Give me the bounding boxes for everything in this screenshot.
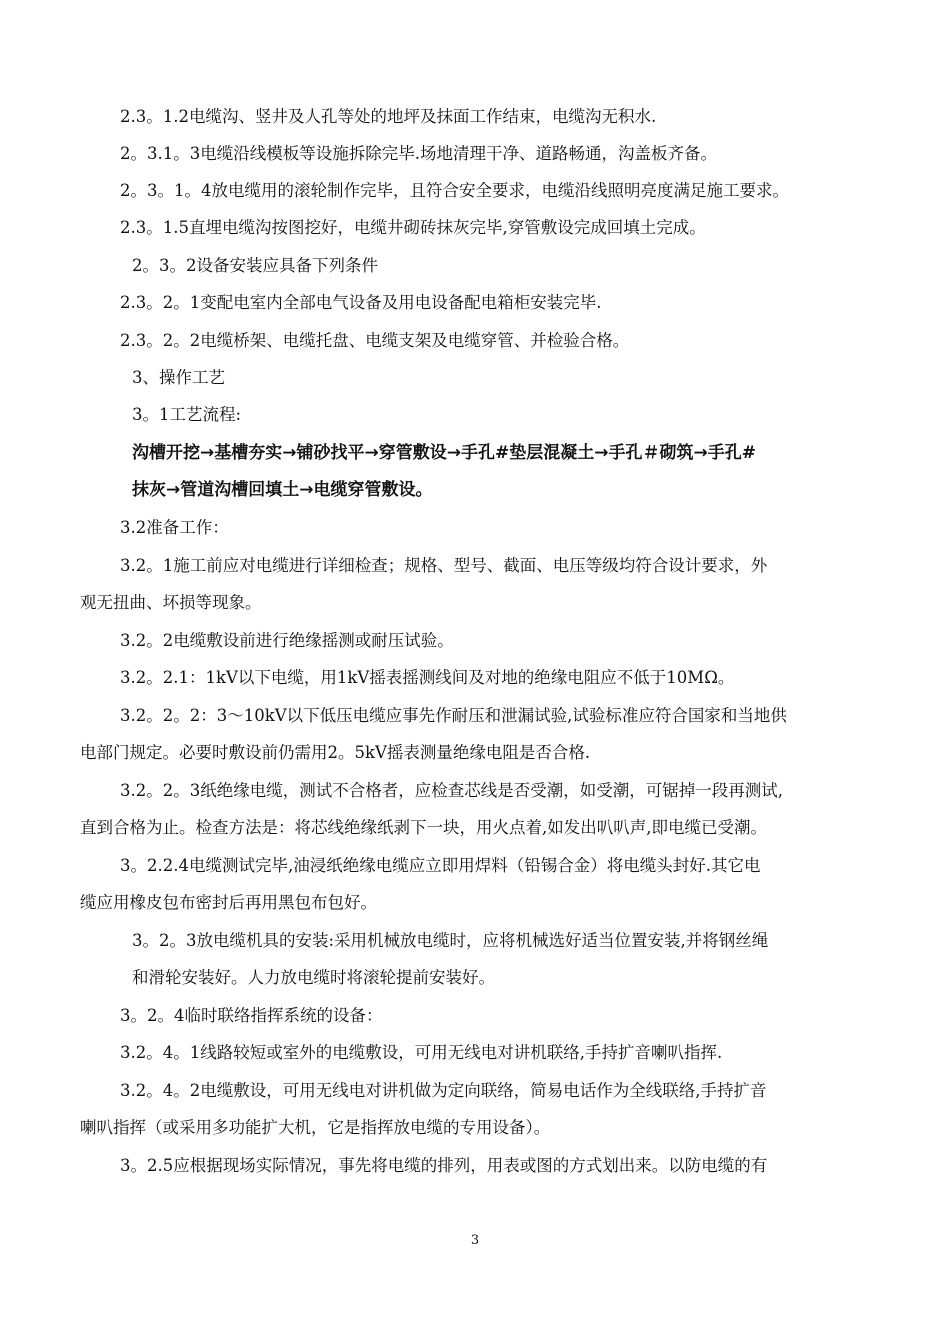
- text-line: 3.2。2。2：3～10kV以下低压电缆应事先作耐压和泄漏试验,试验标准应符合国家和当地供: [120, 706, 787, 725]
- subsection-heading: 3。1工艺流程:: [132, 405, 242, 424]
- text-line: 3.2。4。1线路较短或室外的电缆敷设，可用无线电对讲机联络,手持扩音喇叭指挥.: [120, 1043, 723, 1062]
- subsection-heading: 3.2准备工作：: [120, 518, 229, 537]
- text-line: 3。2.5应根据现场实际情况，事先将电缆的排列，用表或图的方式划出来。以防电缆的有: [120, 1156, 768, 1175]
- text-line: 2。3。1。4放电缆用的滚轮制作完毕，且符合安全要求，电缆沿线照明亮度满足施工要求。: [120, 181, 789, 200]
- text-line: 缆应用橡皮包布密封后再用黑包布包好。: [80, 893, 377, 912]
- text-line: 2.3。2。2电缆桥架、电缆托盘、电缆支架及电缆穿管、并检验合格。: [120, 331, 630, 350]
- text-line: 2。3.1。3电缆沿线模板等设施拆除完毕.场地清理干净、道路畅通，沟盖板齐备。: [120, 144, 717, 163]
- text-line: 2.3。1.2电缆沟、竖井及人孔等处的地坪及抹面工作结束，电缆沟无积水.: [120, 107, 657, 126]
- text-line: 观无扭曲、坏损等现象。: [80, 593, 262, 612]
- text-line: 3.2。2。3纸绝缘电缆，测试不合格者，应检查芯线是否受潮，如受潮，可锯掉一段再测试,: [120, 781, 783, 800]
- text-line: 3.2。2电缆敷设前进行绝缘摇测或耐压试验。: [120, 631, 454, 650]
- text-line: 直到合格为止。检查方法是：将芯线绝缘纸剥下一块，用火点着,如发出叭叭声,即电缆已受潮。: [80, 818, 767, 837]
- page-number: 3: [470, 1233, 480, 1248]
- text-line: 和滑轮安装好。人力放电缆时将滚轮提前安装好。: [132, 968, 495, 987]
- text-line: 3.2。1施工前应对电缆进行详细检查；规格、型号、截面、电压等级均符合设计要求，外: [120, 556, 768, 575]
- text-line: 喇叭指挥（或采用多功能扩大机，它是指挥放电缆的专用设备）。: [80, 1118, 551, 1137]
- section-heading: 3、操作工艺: [132, 368, 225, 387]
- text-line: 3。2。4临时联络指挥系统的设备：: [120, 1006, 383, 1025]
- text-line: 2.3。1.5直埋电缆沟按图挖好，电缆井砌砖抹灰完毕,穿管敷设完成回填土完成。: [120, 218, 706, 237]
- text-line: 3。2。3放电缆机具的安装:采用机械放电缆时，应将机械选好适当位置安装,并将钢丝绳: [132, 931, 769, 950]
- text-line: 3.2。2.1：1kV以下电缆，用1kV摇表摇测线间及对地的绝缘电阻应不低于10MΩ。: [120, 668, 735, 687]
- process-flow-line: 沟槽开挖→基槽夯实→铺砂找平→穿管敷设→手孔#垫层混凝土→手孔＃砌筑→手孔#: [132, 443, 756, 463]
- process-flow-line: 抹灰→管道沟槽回填土→电缆穿管敷设。: [132, 480, 433, 500]
- text-line: 2。3。2设备安装应具备下列条件: [132, 256, 378, 275]
- text-line: 3。2.2.4电缆测试完毕,油浸纸绝缘电缆应立即用焊料（铅锡合金）将电缆头封好.其它电: [120, 856, 761, 875]
- text-line: 电部门规定。必要时敷设前仍需用2。5kV摇表测量绝缘电阻是否合格.: [80, 743, 591, 762]
- text-line: 2.3。2。1变配电室内全部电气设备及用电设备配电箱柜安装完毕.: [120, 293, 602, 312]
- text-line: 3.2。4。2电缆敷设，可用无线电对讲机做为定向联络，简易电话作为全线联络,手持扩音: [120, 1081, 767, 1100]
